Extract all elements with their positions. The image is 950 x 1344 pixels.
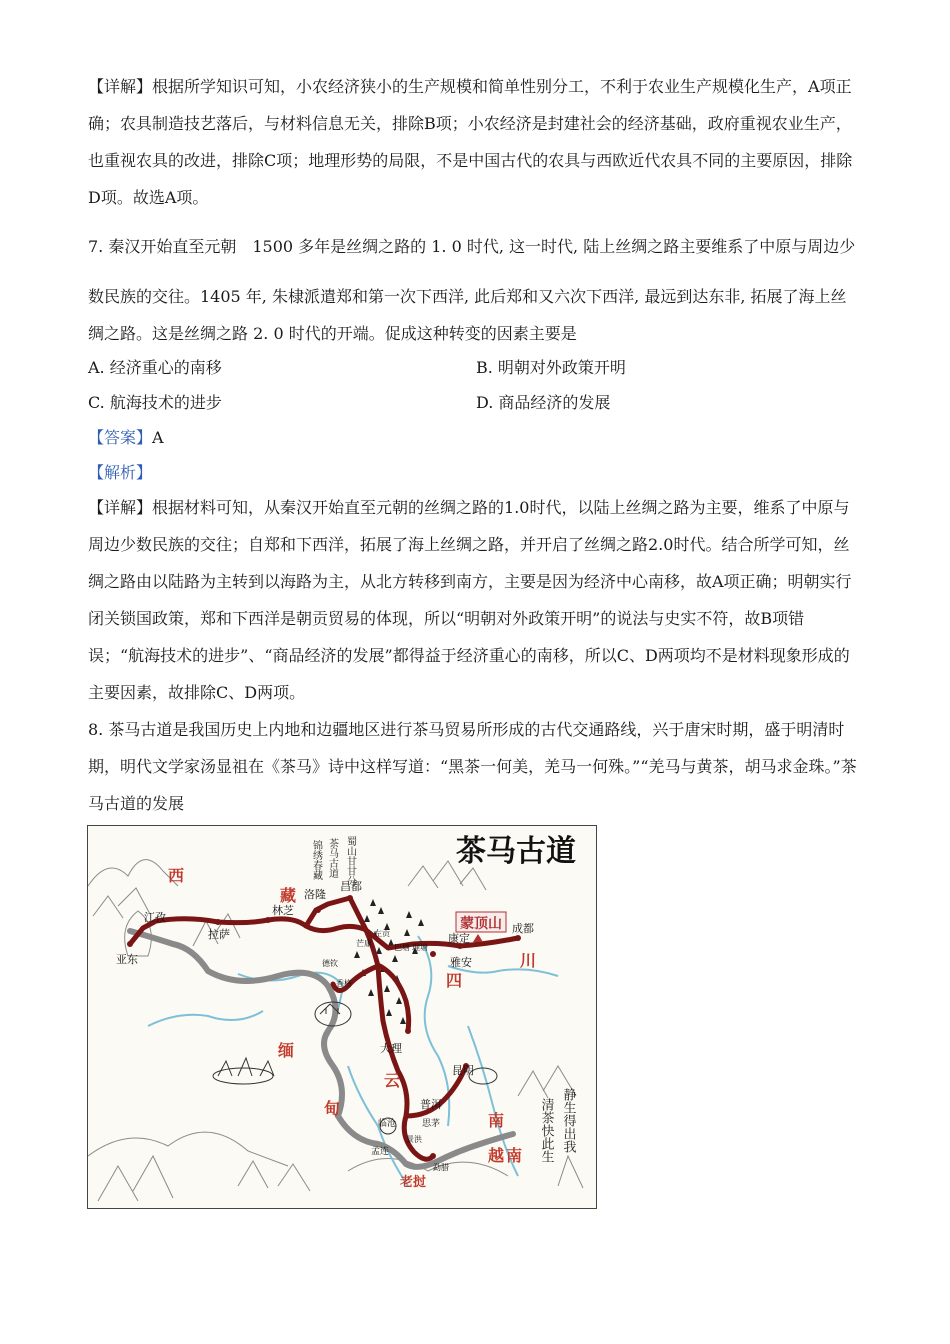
q7-stem-rest: 数民族的交往。1405 年, 朱棣派遣郑和第一次下西洋, 此后郑和又六次下西洋, 最远到达东非, 拓展了海上丝绸之路。这是丝绸之路 2. 0 时代的开端。促成这种转变的因素主要是 [88, 287, 847, 343]
q7-answer-value: A [152, 428, 164, 447]
city-jiangzi: 江孜 [144, 911, 166, 924]
city-litang: 理塘 [412, 943, 428, 952]
q7-option-a: A. 经济重心的南移 [88, 358, 222, 377]
city-puer: 普洱 [420, 1098, 442, 1111]
q6-detail [88, 68, 860, 216]
region-chuan: 川 [520, 951, 537, 970]
city-kangding: 康定 [448, 932, 470, 945]
region-xi: 西 [168, 866, 185, 885]
q7-detail-tag: 【详解】 [88, 498, 153, 517]
q6-detail-tag: 【详解】 [88, 77, 153, 96]
q7-answer [88, 426, 164, 450]
calligraphy-right-col2: 清茶快此生 [538, 1098, 554, 1163]
calligraphy-right [539, 1087, 577, 1163]
tea-horse-road-map [87, 825, 597, 1209]
mountain-peaks [354, 899, 424, 1024]
region-yue: 越 [488, 1146, 505, 1165]
region-laowo: 老挝 [400, 1175, 427, 1190]
q8-stem: 8. 茶马古道是我国历史上内地和边疆地区进行茶马贸易所形成的古代交通路线，兴于唐宋时期，盛于明清时期，明代文学家汤显祖在《茶马》诗中这样写道：“黑茶一何美，羌马一何殊。”“羌马与黄茶，胡马求金珠。”茶马古道的发展 [88, 720, 857, 813]
city-chengdu: 成都 [512, 922, 534, 935]
q7-option-b: B. 明朝对外政策开明 [476, 358, 626, 377]
q7-detail-text: 根据材料可知，从秦汉开始直至元朝的丝绸之路的1.0时代，以陆上丝绸之路为主要，维系了中原与周边少数民族的交往；自郑和下西洋，拓展了海上丝绸之路，并开启了丝绸之路2.0时代。结合所学可知，丝绸之路由以陆路为主转到以海路为主，从北方转移到南方，主要是因为经济中心南移，故A项正确；明朝实行闭关锁国政策，郑和下西洋是朝贡贸易的体现，所以“明朝对外政策开明”的说法与史实不符，故B项错误；“航海技术的进步”、“商品经济的发展”都得益于经济重心的南移，所以C、D两项均不是材料现象形成的主要因素，故排除C、D两项。 [88, 498, 852, 702]
city-mengla: 勐腊 [433, 1163, 449, 1172]
region-dian: 甸 [324, 1099, 341, 1118]
city-xianggelila: 香格 [336, 979, 352, 988]
city-changdu: 昌都 [340, 880, 362, 893]
region-yun: 云 [384, 1071, 401, 1090]
city-lasa: 拉萨 [208, 928, 230, 941]
city-yaan: 雅安 [450, 956, 472, 969]
q7-option-c: C. 航海技术的进步 [88, 393, 222, 412]
region-zang: 藏 [280, 886, 297, 905]
calligraphy-right-col1: 静生得出我 [560, 1088, 576, 1153]
city-jinghong: 景洪 [406, 1135, 422, 1144]
region-si: 四 [446, 971, 463, 990]
map-title: 茶马古道 [456, 834, 576, 869]
region-nan2: 南 [506, 1146, 523, 1165]
calligraphy-left [311, 836, 357, 887]
city-menglian: 孟连 [371, 1147, 390, 1157]
city-badang: 巴塘 [394, 943, 410, 952]
city-simao: 思茅 [422, 1119, 441, 1129]
q7-stem-line1: 7. 秦汉开始直至元朝 1500 多年是丝绸之路的 1. 0 时代, 这一时代, 陆上丝绸之路主要维系了中原与周边少 [88, 237, 856, 256]
city-lincang: 临沧 [378, 1119, 397, 1129]
city-kunming: 昆明 [452, 1064, 474, 1077]
q6-detail-text: 根据所学知识可知，小农经济狭小的生产规模和简单性别分工，不利于农业生产规模化生产，A项正确；农具制造技艺落后，与材料信息无关，排除B项；小农经济是封建社会的经济基础，政府重视农业生产，也重视农具的改进，排除C项；地理形势的局限，不是中国古代的农具与西欧近代农具不同的主要原因，排除D项。故选A项。 [88, 77, 853, 207]
region-mian: 缅 [278, 1041, 295, 1060]
city-yadong: 亚东 [116, 953, 138, 966]
q7-analysis-tag: 【解析】 [88, 463, 153, 482]
q7-option-d: D. 商品经济的发展 [476, 393, 611, 412]
calligraphy-left-col3: 锦绣春藏 [310, 840, 322, 880]
calligraphy-left-col2: 茶马古道 [326, 838, 338, 878]
city-derong: 德钦 [322, 959, 338, 968]
calligraphy-left-col1: 蜀山甘甘分 [344, 836, 356, 886]
city-dali: 大理 [380, 1042, 402, 1055]
mengdingshan-label: 蒙顶山 [460, 916, 502, 932]
q7-detail [88, 489, 860, 711]
city-mangkang: 芒康 [356, 939, 372, 948]
city-zuogong: 左贡 [374, 929, 390, 938]
city-linzhi: 林芝 [272, 904, 294, 917]
q7-answer-tag: 【答案】 [88, 428, 153, 447]
city-luolong: 洛隆 [304, 888, 326, 901]
region-nan: 南 [488, 1111, 505, 1130]
